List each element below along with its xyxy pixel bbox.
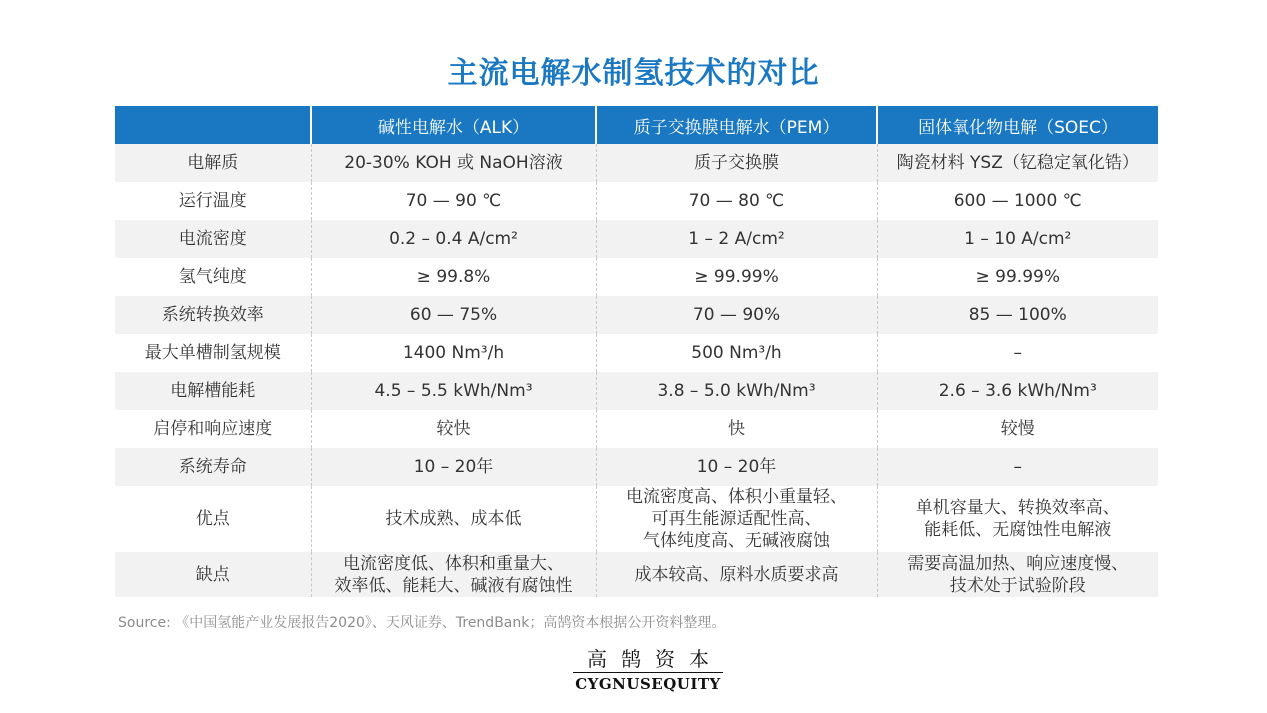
row-label-cell: 系统寿命 xyxy=(115,448,311,486)
table-cell: – xyxy=(877,334,1158,372)
table-cell: 质子交换膜 xyxy=(596,144,877,182)
table-body xyxy=(115,144,1158,597)
table-cell: 电流密度高、体积小重量轻、 可再生能源适配性高、 气体纯度高、无碱液腐蚀 xyxy=(596,486,877,552)
logo-english-text: CYGNUSEQUITY xyxy=(575,675,721,693)
table-cell: 单机容量大、转换效率高、 能耗低、无腐蚀性电解液 xyxy=(877,486,1158,552)
logo xyxy=(560,646,736,693)
table-cell: 3.8 – 5.0 kWh/Nm³ xyxy=(596,372,877,410)
row-label-cell: 运行温度 xyxy=(115,182,311,220)
table-cell: 60 — 75% xyxy=(311,296,596,334)
row-label-cell: 电流密度 xyxy=(115,220,311,258)
source-note: Source: 《中国氢能产业发展报告2020》、天风证券、TrendBank；高鹄资本根据公开资料整理。 xyxy=(118,615,726,631)
row-label-cell: 缺点 xyxy=(115,552,311,597)
table-cell: 较快 xyxy=(311,410,596,448)
table-cell: 20-30% KOH 或 NaOH溶液 xyxy=(311,144,596,182)
table-cell: 2.6 – 3.6 kWh/Nm³ xyxy=(877,372,1158,410)
table-row xyxy=(115,486,1158,552)
table-cell: 4.5 – 5.5 kWh/Nm³ xyxy=(311,372,596,410)
table-row xyxy=(115,448,1158,486)
table-cell: 500 Nm³/h xyxy=(596,334,877,372)
row-label-cell: 氢气纯度 xyxy=(115,258,311,296)
table-header-row xyxy=(115,106,1158,144)
table-row xyxy=(115,258,1158,296)
table-row xyxy=(115,296,1158,334)
table-cell: 10 – 20年 xyxy=(311,448,596,486)
comparison-table xyxy=(115,106,1158,597)
row-label-cell: 系统转换效率 xyxy=(115,296,311,334)
table-row xyxy=(115,410,1158,448)
header-cell-soec: 固体氧化物电解（SOEC） xyxy=(877,106,1158,144)
row-label-cell: 最大单槽制氢规模 xyxy=(115,334,311,372)
logo-chinese-text: 高鹄资本 xyxy=(573,646,723,673)
table-row xyxy=(115,552,1158,597)
row-label-cell: 优点 xyxy=(115,486,311,552)
table-cell: 1400 Nm³/h xyxy=(311,334,596,372)
table-cell: 70 — 90 ℃ xyxy=(311,182,596,220)
table-cell: ≥ 99.99% xyxy=(877,258,1158,296)
table-cell: 0.2 – 0.4 A/cm² xyxy=(311,220,596,258)
table-cell: 70 — 90% xyxy=(596,296,877,334)
header-cell-alk: 碱性电解水（ALK） xyxy=(311,106,596,144)
table-cell: – xyxy=(877,448,1158,486)
table-cell: 较慢 xyxy=(877,410,1158,448)
row-label-cell: 电解质 xyxy=(115,144,311,182)
row-label-cell: 电解槽能耗 xyxy=(115,372,311,410)
table-row xyxy=(115,144,1158,182)
table-cell: 成本较高、原料水质要求高 xyxy=(596,552,877,597)
table-cell: 1 – 10 A/cm² xyxy=(877,220,1158,258)
table-cell: 陶瓷材料 YSZ（钇稳定氧化锆） xyxy=(877,144,1158,182)
page-title: 主流电解水制氢技术的对比 xyxy=(447,56,820,91)
table-row xyxy=(115,220,1158,258)
table-cell: 快 xyxy=(596,410,877,448)
row-label-cell: 启停和响应速度 xyxy=(115,410,311,448)
header-cell-pem: 质子交换膜电解水（PEM） xyxy=(596,106,877,144)
table-cell: 1 – 2 A/cm² xyxy=(596,220,877,258)
table-row xyxy=(115,372,1158,410)
table-cell: 85 — 100% xyxy=(877,296,1158,334)
table-row xyxy=(115,182,1158,220)
table-cell: 电流密度低、体积和重量大、 效率低、能耗大、碱液有腐蚀性 xyxy=(311,552,596,597)
table-cell: 技术成熟、成本低 xyxy=(311,486,596,552)
table-cell: 10 – 20年 xyxy=(596,448,877,486)
header-cell-empty xyxy=(115,106,311,144)
table-cell: ≥ 99.99% xyxy=(596,258,877,296)
table-cell: 600 — 1000 ℃ xyxy=(877,182,1158,220)
table-cell: ≥ 99.8% xyxy=(311,258,596,296)
table-cell: 70 — 80 ℃ xyxy=(596,182,877,220)
table-cell: 需要高温加热、响应速度慢、 技术处于试验阶段 xyxy=(877,552,1158,597)
table-row xyxy=(115,334,1158,372)
